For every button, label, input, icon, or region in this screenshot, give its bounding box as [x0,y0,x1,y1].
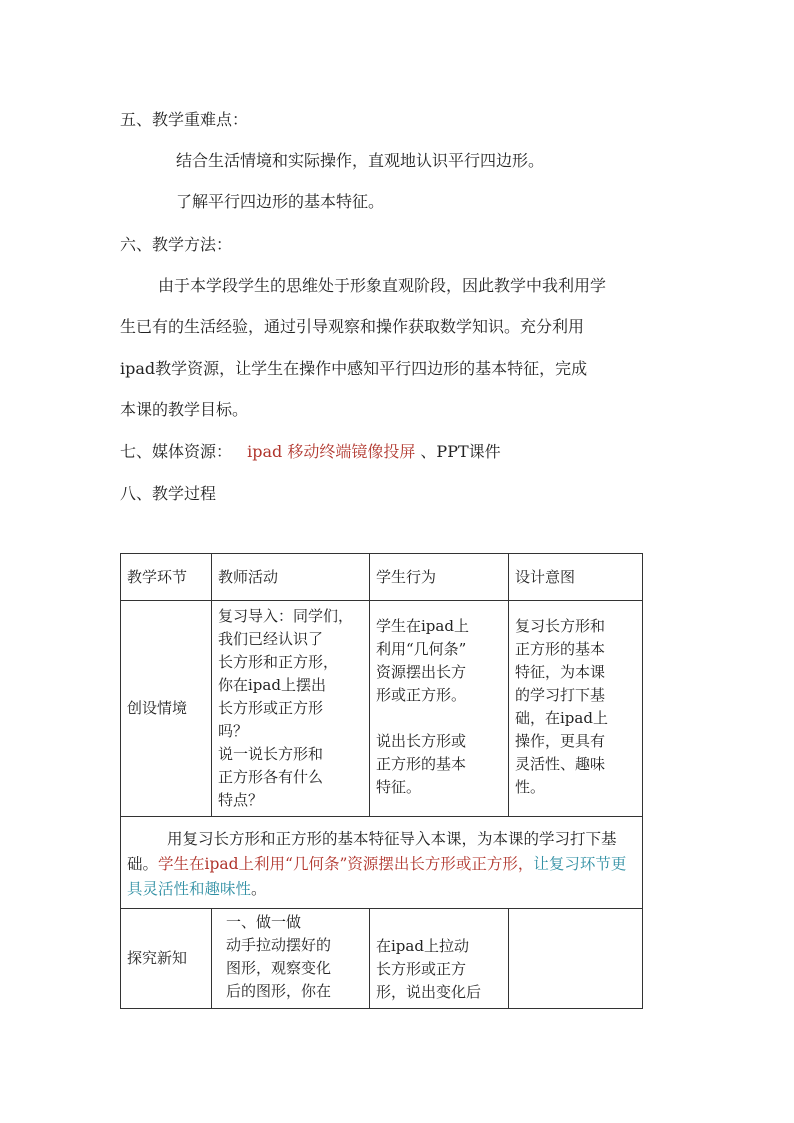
section5-point1: 结合生活情境和实际操作，直观地认识平行四边形。 [176,151,545,170]
teacher-line: 你在ipad上摆出 [218,676,326,694]
section6-line3: ipad教学资源，让学生在操作中感知平行四边形的基本特征，完成 [120,359,588,378]
teacher-line: 图形，观察变化 [226,959,332,977]
section7-label: 七、媒体资源： [120,442,233,461]
section8-heading: 八、教学过程 [120,484,217,503]
section5-heading: 五、教学重难点： [120,110,249,129]
teacher-line: 吗？ [218,722,249,740]
stage-cell: 创设情境 [121,601,212,817]
header-teacher: 教师活动 [212,554,370,601]
teacher-line: 我们已经认识了 [218,630,324,648]
student-line: 说出长方形或 [376,732,467,750]
header-stage: 教学环节 [121,554,212,601]
section6-line4: 本课的教学目标。 [120,400,249,419]
student-line: 形或正方形。 [376,686,467,704]
section6-heading: 六、教学方法： [120,235,233,254]
table-row [121,601,643,817]
table-header-row [121,554,643,601]
note-part3: 让复习环节更具灵活性和趣味性 [127,855,627,898]
header-intent: 设计意图 [509,554,643,601]
section6-line1: 由于本学段学生的思维处于形象直观阶段，因此教学中我利用学 [158,276,607,295]
intent-line: 灵活性、趣味 [515,755,606,773]
intent-line: 操作，更具有 [515,732,606,750]
section7-highlight: ipad 移动终端镜像投屏 [247,442,416,461]
intent-line: 特征，为本课 [515,663,606,681]
note-cell [121,817,643,909]
student-line: 特征。 [376,778,422,796]
note-part1: 用复习长方形和正方形的基本特征导入本课，为本课的学习打下基础。 [127,830,617,873]
teacher-line: 长方形和正方形， [218,653,339,671]
teacher-line: 说一说长方形和 [218,745,324,763]
student-line: 资源摆出长方 [376,663,467,681]
teacher-line: 动手拉动摆好的 [226,936,332,954]
intent-line: 复习长方形和 [515,617,606,635]
lesson-process-table [120,553,643,1009]
student-line: 长方形或正方 [376,960,467,978]
section7-line [120,439,501,462]
intent-line: 正方形的基本 [515,640,606,658]
teacher-line: 后的图形，你在 [226,982,332,1000]
section6-line2: 生已有的生活经验，通过引导观察和操作获取数学知识。充分利用 [120,317,585,336]
student-line: 在ipad上拉动 [376,937,469,955]
teacher-line: 一、做一做 [226,913,302,931]
table-note-row [121,817,643,909]
intent-cell [509,601,643,817]
teacher-cell [212,909,370,1009]
student-line: 学生在ipad上 [376,617,469,635]
stage-cell: 探究新知 [121,909,212,1009]
teacher-line: 复习导入：同学们， [218,607,354,625]
section7-rest: 、PPT课件 [415,442,501,461]
intent-line: 性。 [515,778,546,796]
intent-cell [509,909,643,1009]
student-line: 形，说出变化后 [376,983,482,1001]
note-part4: 。 [251,880,267,898]
header-student: 学生行为 [370,554,509,601]
intent-line: 的学习打下基 [515,686,606,704]
teacher-cell [212,601,370,817]
teacher-line: 特点？ [218,791,264,809]
teacher-line: 正方形各有什么 [218,768,324,786]
intent-line: 础，在ipad上 [515,709,608,727]
student-line: 正方形的基本 [376,755,467,773]
student-cell [370,909,509,1009]
section5-point2: 了解平行四边形的基本特征。 [176,192,385,211]
note-part2: 学生在ipad上利用“几何条”资源摆出长方形或正方形， [158,855,534,873]
teacher-line: 长方形或正方形 [218,699,324,717]
table-row [121,909,643,1009]
student-line: 利用“几何条” [376,640,467,658]
student-cell [370,601,509,817]
